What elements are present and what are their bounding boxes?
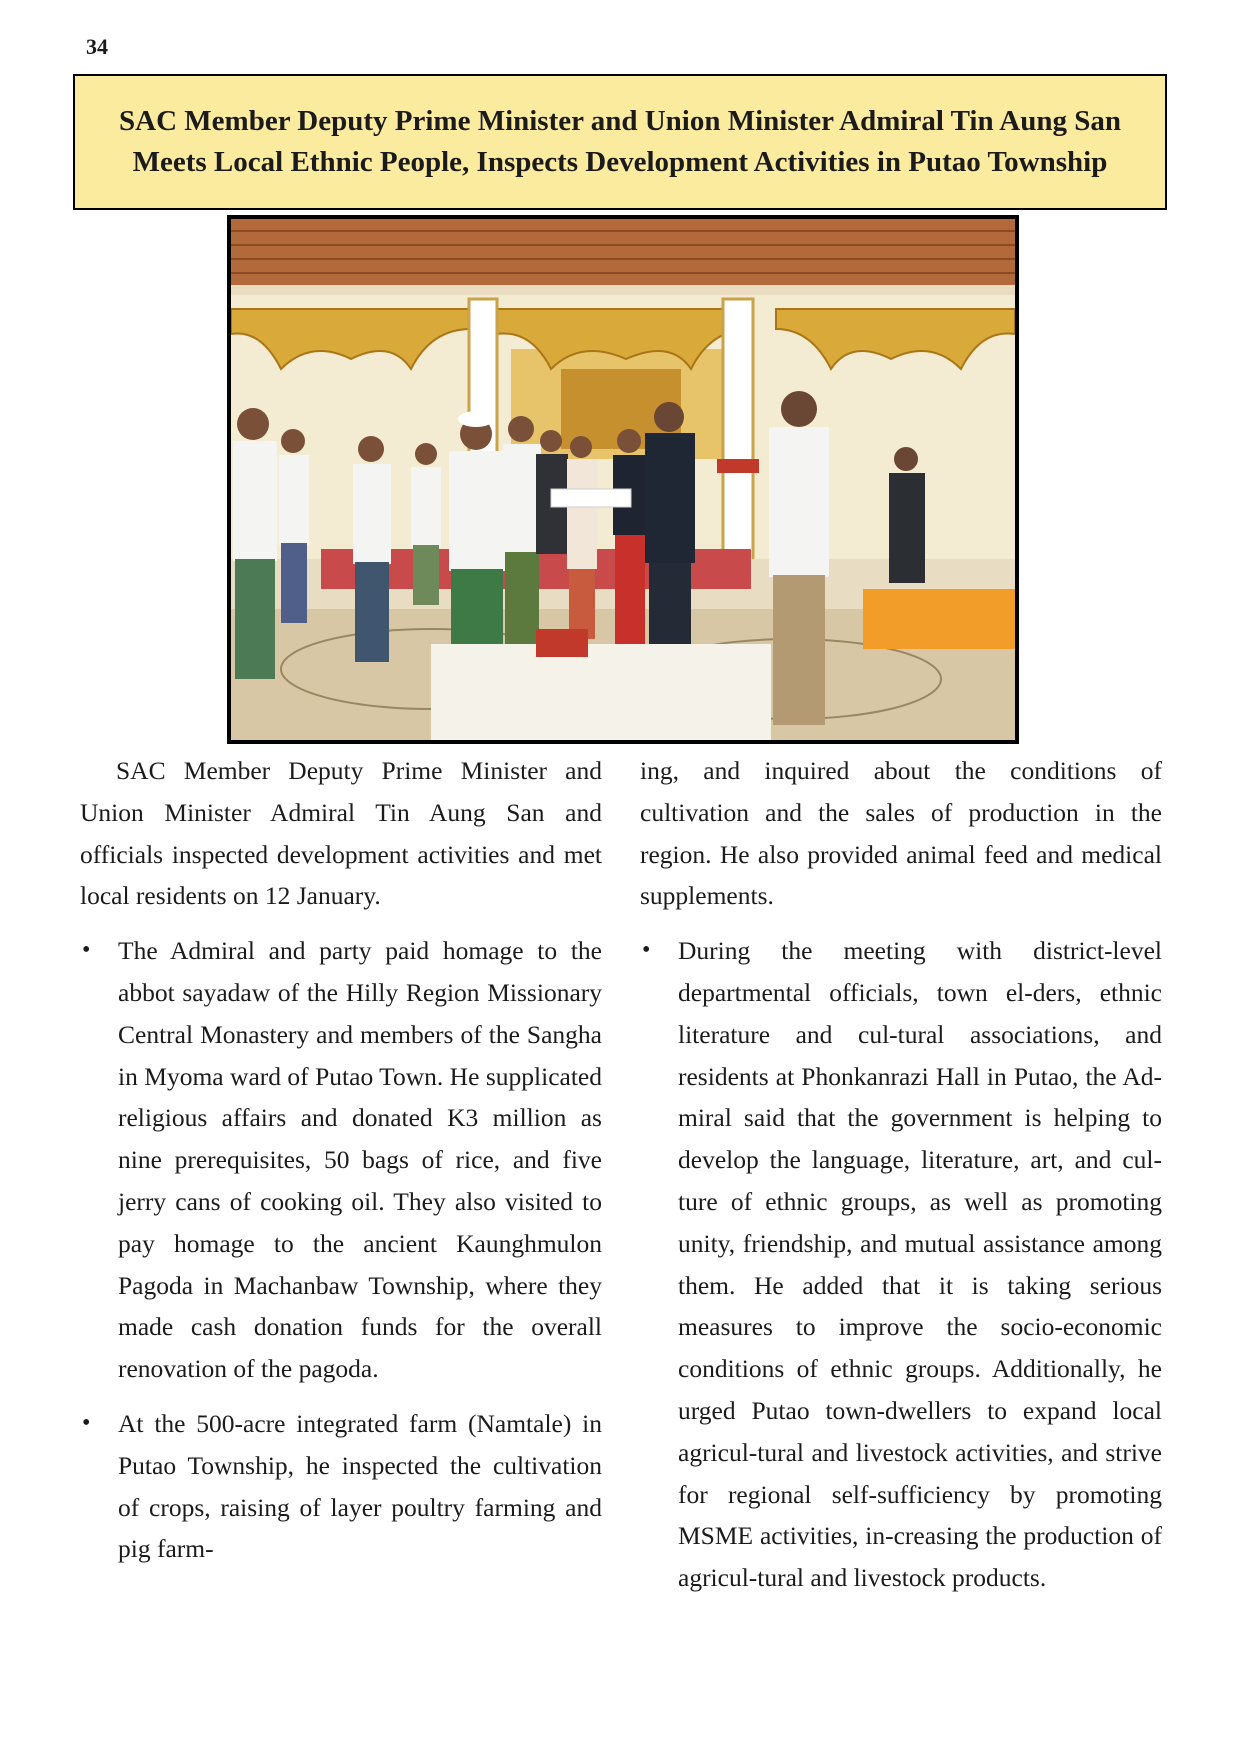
bullet-icon: •	[82, 937, 91, 964]
bullet-list-right	[640, 930, 1162, 1599]
continuation-paragraph: ing, and inquired about the conditions of cultivation and the sales of production in the region. He also provided animal feed and medical supplements.	[640, 756, 1162, 911]
column-right	[640, 750, 1162, 1599]
page-number: 34	[86, 34, 108, 59]
bullet-list-left	[80, 930, 602, 1570]
bullet-text: The Admiral and party paid homage to the abbot sayadaw of the Hilly Region Missionary Central Monastery and members of the Sangha in Myoma ward of Putao Town. He supplicated religious affairs and donated K3 million as nine prerequisites, 50 bags of rice, and five jerry cans of cooking oil. They also visited to pay homage to the ancient Kaunghmulon Pagoda in Machanbaw Township, where they made cash donation funds for the overall renovation of the pagoda.	[118, 936, 602, 1384]
list-item	[80, 1403, 602, 1570]
list-item	[640, 930, 1162, 1599]
column-left	[80, 750, 602, 1570]
list-item	[80, 930, 602, 1390]
headline-box	[73, 74, 1167, 210]
bullet-text: During the meeting with district-level departmental officials, town el-ders, ethnic literature and cul-tural associations, and residents at Phonkanrazi Hall in Putao, the Ad-miral said that the government is helping to develop the language, literature, art, and cul-ture of ethnic groups, as well as promoting unity, friendship, and mutual assistance among them. He added that it is taking serious measures to improve the socio-economic conditions of ethnic groups. Additionally, he urged Putao town-dwellers to expand local agricul-tural and livestock activities, and strive for regional self-sufficiency by promoting MSME activities, in-creasing the production of agricul-tural and livestock products.	[678, 936, 1162, 1593]
bullet-icon: •	[642, 937, 651, 964]
photo-illustration	[231, 219, 1015, 740]
bullet-icon: •	[82, 1409, 91, 1436]
bullet-text: At the 500-acre integrated farm (Namtale) in Putao Township, he inspected the cultivation of crops, raising of layer poultry farming and pig farm-	[118, 1408, 602, 1564]
news-photo	[227, 215, 1019, 744]
intro-paragraph: SAC Member Deputy Prime Minister and Union Minister Admiral Tin Aung San and officials inspected development activities and met local residents on 12 January.	[80, 756, 602, 911]
headline: SAC Member Deputy Prime Minister and Union Minister Admiral Tin Aung San Meets Local Ethnic People, Inspects Development Activities in Putao Township	[119, 105, 1121, 178]
